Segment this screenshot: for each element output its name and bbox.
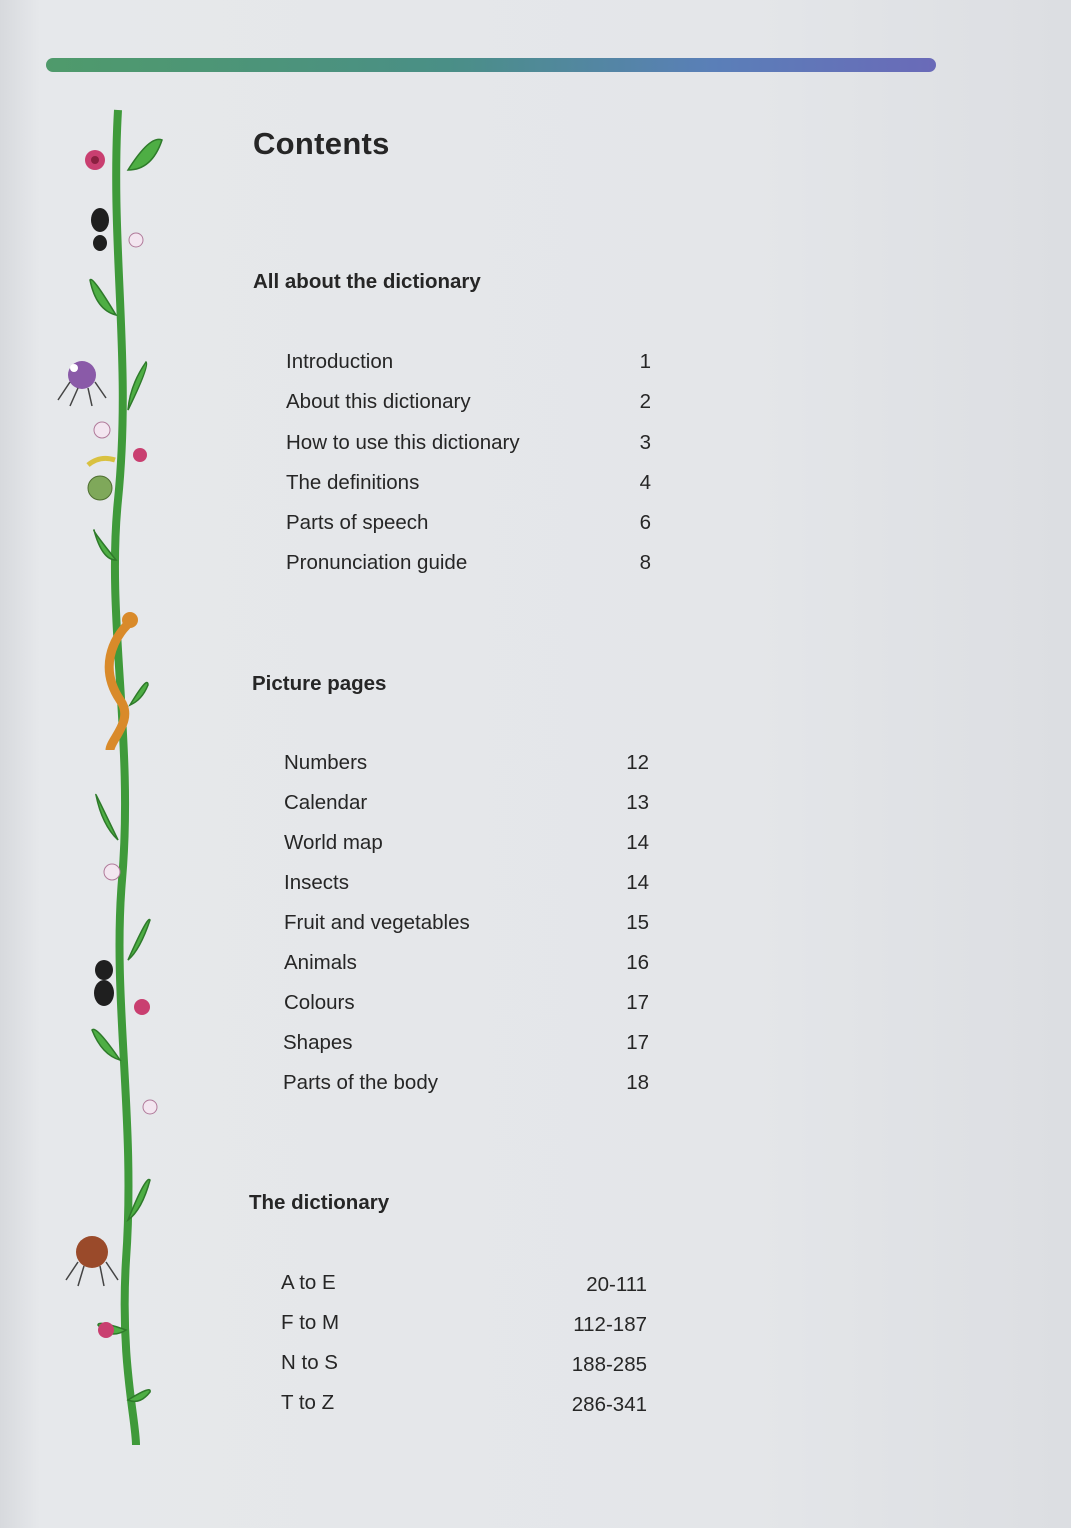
toc-entry-page: 2 [639,390,651,413]
toc-entry-page: 15 [626,911,649,934]
toc-entry-label[interactable]: Animals [284,951,357,974]
toc-entry-page: 17 [626,991,649,1014]
toc-entry-label[interactable]: Insects [284,871,349,894]
toc-entry-page: 8 [639,551,651,574]
toc-entry-label[interactable]: Colours [284,991,355,1014]
toc-entry-label[interactable]: A to E [281,1271,336,1294]
toc-entry-label[interactable]: About this dictionary [286,390,471,413]
brown-spider-icon [66,1236,118,1286]
section-heading-picture-pages: Picture pages [252,672,387,695]
toc-entry-page: 4 [639,471,651,494]
toc-entry-page: 14 [626,831,649,854]
toc-entry-label[interactable]: Fruit and vegetables [284,911,470,934]
vine-illustration [40,100,180,1460]
toc-entry-page: 17 [626,1031,649,1054]
toc-entry-page: 188-285 [571,1353,647,1376]
toc-entry-label[interactable]: F to M [281,1311,340,1334]
toc-entry-label[interactable]: Shapes [283,1031,353,1054]
toc-entry-label[interactable]: N to S [281,1351,338,1374]
snail-icon [88,458,115,500]
toc-entry-page: 6 [639,511,651,534]
toc-entry-page: 18 [626,1071,649,1094]
toc-entry-page: 3 [639,431,651,454]
section-heading-dictionary: The dictionary [249,1191,390,1214]
toc-entry-label[interactable]: Parts of speech [286,511,429,534]
toc-entry-page: 112-187 [573,1313,647,1336]
toc-entry-page: 13 [626,791,649,814]
black-ant-icon [94,960,114,1006]
ant-icon [91,208,109,251]
toc-entry-page: 12 [626,751,649,774]
toc-entry-label[interactable]: Introduction [286,350,394,373]
header-gradient-bar [46,58,936,72]
toc-entry-label[interactable]: Pronunciation guide [286,551,468,574]
toc-entry-label[interactable]: Parts of the body [283,1071,438,1094]
toc-entry-label[interactable]: T to Z [281,1391,335,1414]
vine-stem [115,110,136,1445]
toc-entry-label[interactable]: The definitions [286,471,420,494]
toc-entry-label[interactable]: World map [284,831,383,854]
toc-entry-page: 14 [626,871,649,894]
page-title: Contents [253,126,390,161]
toc-entry-page: 16 [626,951,649,974]
toc-entry-page: 1 [639,350,651,373]
purple-spider-icon [58,361,106,406]
section-heading-about: All about the dictionary [253,270,481,293]
toc-entry-label[interactable]: Calendar [284,791,368,814]
toc-entry-page: 286-341 [571,1393,647,1416]
toc-entry-label[interactable]: Numbers [284,751,368,774]
toc-entry-page: 20-111 [586,1273,647,1296]
toc-entry-label[interactable]: How to use this dictionary [286,431,520,454]
